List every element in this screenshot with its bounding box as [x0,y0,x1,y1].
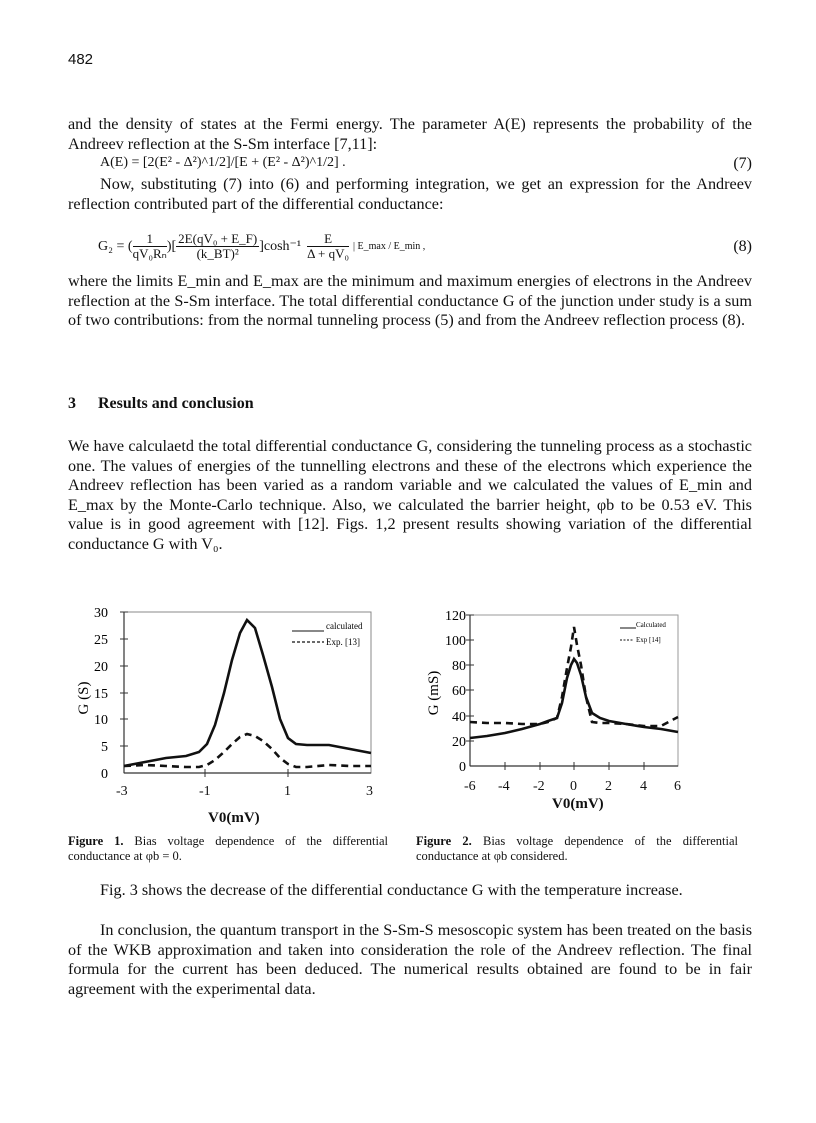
fig1-xtick: -1 [199,784,211,799]
fig3-paragraph: Fig. 3 shows the decrease of the differential conductance G with the temperature increase. [100,881,683,899]
fig2-xlabel: V0(mV) [552,796,604,812]
figure-2-label: Figure 2. [416,834,472,848]
fig2-ytick: 120 [445,609,466,624]
fig1-xlabel: V0(mV) [208,810,260,826]
conclusion-paragraph: In conclusion, the quantum transport in the S-Sm-S mesoscopic system has been treated on the basis of the WKB approximation and taken into consideration the role of the Andreev reflection. The final formula for the current has been deduced. The numerical results obtained are found to be in fair agreement with the experimental data. [68,921,752,998]
fig1-ytick: 10 [94,713,108,728]
fig1-ylabel: G (S) [76,681,92,715]
fig2-xtick: 6 [674,779,681,794]
eq8-mid2: ]cosh⁻¹ [259,239,302,254]
figure-1-caption-text: Bias voltage dependence of the differential conductance at φb = 0. [68,834,388,863]
fig2-ytick: 40 [452,710,466,725]
fig1-ytick: 0 [101,767,108,782]
equation-7-formula: A(E) = [2(E² - Δ²)^1/2]/[E + (E² - Δ²)^1/2] . [100,155,346,170]
fig2-xtick: -2 [533,779,545,794]
fig2-ytick: 60 [452,684,466,699]
fig2-xticks [400,779,700,799]
fig2-legend-calculated: Calculated [636,621,666,629]
eq8-frac1: $\frac{1}{\text{qV₀Rₙ}}$ [132,231,167,261]
fig2-xtick: -4 [498,779,510,794]
figure-2-caption-text: Bias voltage dependence of the differential conductance at φb considered. [416,834,738,863]
page-number: 482 [68,51,94,68]
fig2-legend-exp: Exp [14] [636,636,661,644]
fig1-ytick: 15 [94,687,108,702]
fig2-ylabel: G (mS) [426,670,442,716]
section-heading [68,395,254,413]
eq8-mid1: )[ [166,238,177,254]
figure-1-caption [68,834,388,864]
fig1-xtick: -3 [116,784,128,799]
fig2-ytick: 0 [459,760,466,775]
fig2-xtick: 4 [640,779,647,794]
figure-1-label: Figure 1. [68,834,124,848]
intro-paragraph: and the density of states at the Fermi energy. The parameter A(E) represents the probability of the Andreev reflection at the S-Sm interface [7,11]: [68,115,752,153]
section-number: 3 [68,395,76,412]
fig1-ytick: 25 [94,633,108,648]
fig2-xtick: -6 [464,779,476,794]
results-paragraph: We have calculaetd the total differential conductance G, considering the tunneling process as a stochastic one. The values of energies of the tunnelling electrons and these of the electrons which experience the Andreev reflection has been varied as a random variable and we calculated the values of E_min and E_max by the Monte-Carlo technique. Also, we calculated the barrier height, φb to be 0.53 eV. This value is in good agreement with [12]. Figs. 1,2 present results showing variation of the differential conductance G with V₀. [68,437,752,553]
fig1-ytick: 5 [101,740,108,755]
fig1-xtick: 3 [366,784,373,799]
fig2-ytick: 100 [445,634,466,649]
fig2-ytick: 20 [452,735,466,750]
eq8-frac3: $\frac{E}{\text{Δ + qV₀}}$ [307,231,350,261]
figure-2-caption [416,834,738,864]
substitution-paragraph: Now, substituting (7) into (6) and performing integration, we get an expression for the Andreev reflection contributed part of the differential conductance: [68,175,752,213]
section-title: Results and conclusion [98,395,254,412]
fig1-ytick: 30 [94,606,108,621]
eq8-limits: | E_max / E_min , [353,241,426,252]
limits-paragraph: where the limits E_min and E_max are the minimum and maximum energies of electrons in the Andreev reflection at the S-Sm interface. The total differential conductance G of the junction under study is a sum of two contributions: from the normal tunneling process (5) and from the Andreev reflection process (8). [68,272,752,329]
fig1-xticks [60,784,390,804]
equation-8 [68,232,752,264]
equation-7-number: (7) [733,155,752,172]
fig2-xtick: 0 [570,779,577,794]
equation-7 [68,155,752,177]
eq8-frac2: $\frac{\text{2E(qV₀ + E\_F)}}{\text{(k\_BT)²}}$ [178,231,258,261]
fig2-xtick: 2 [605,779,612,794]
eq8-lhs: G₂ = ( [98,238,133,254]
fig1-legend-exp: Exp. [13] [326,637,360,647]
fig2-ytick: 80 [452,659,466,674]
figure-2-chart [400,598,700,788]
fig1-xtick: 1 [284,784,291,799]
fig1-ytick: 20 [94,660,108,675]
figure-1-chart [60,598,390,798]
fig1-legend-calculated: calculated [326,621,363,631]
equation-8-number: (8) [733,238,752,255]
